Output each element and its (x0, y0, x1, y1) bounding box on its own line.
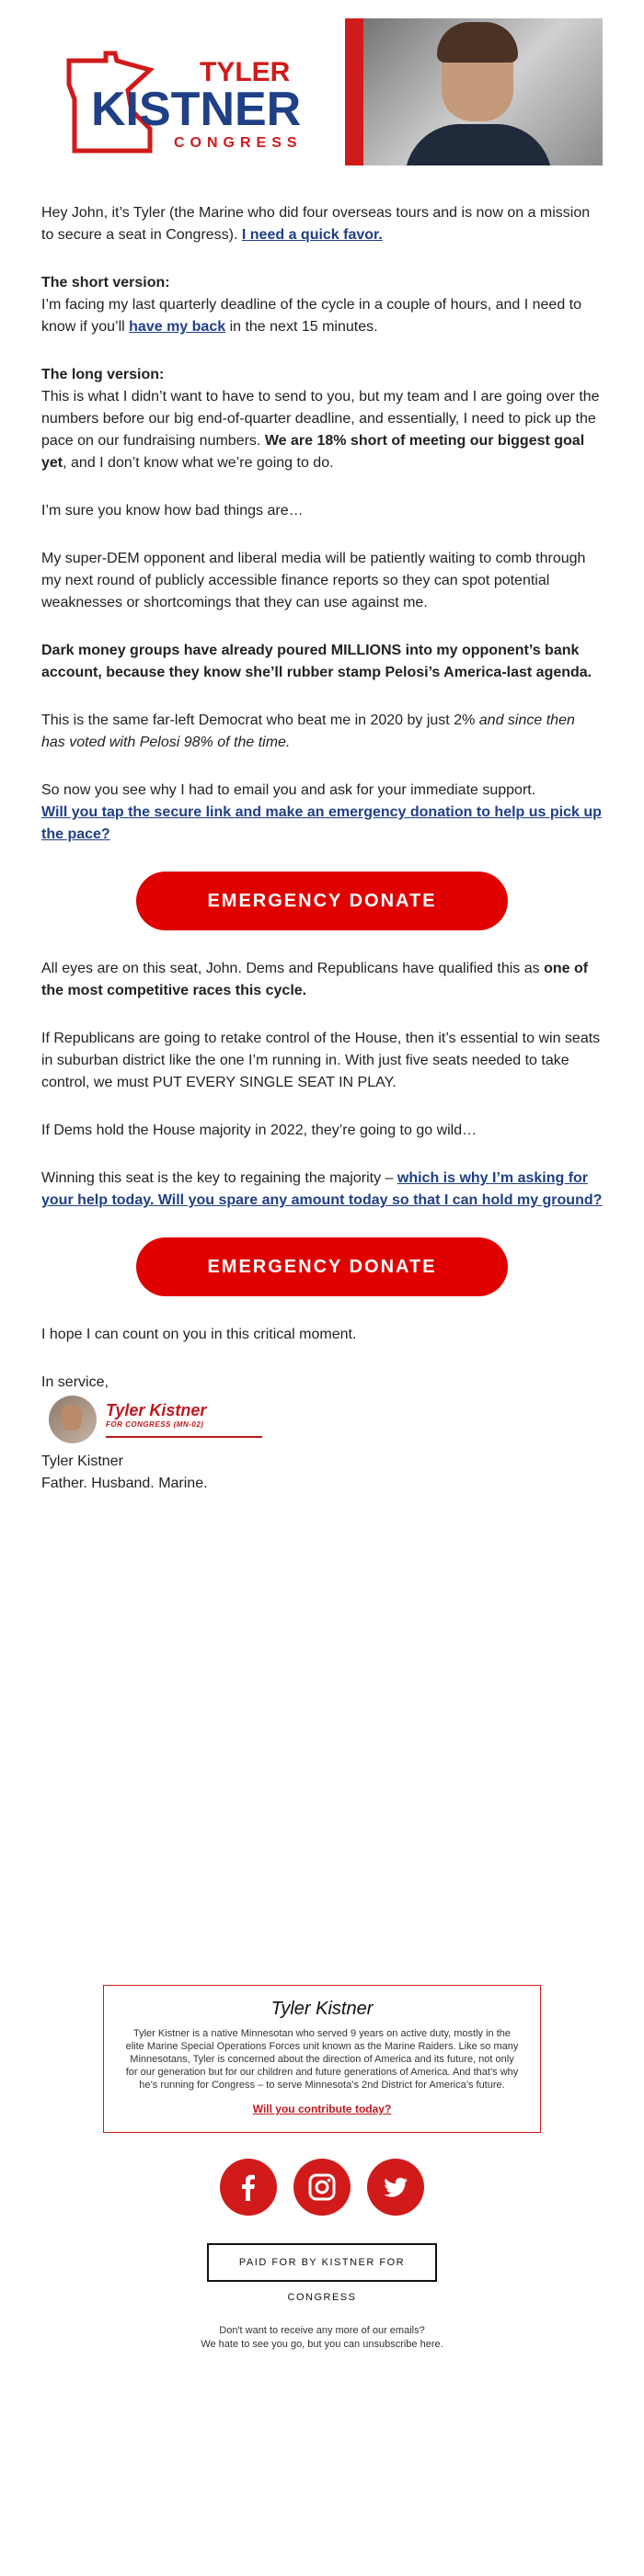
hope-paragraph: I hope I can count on you in this critical moment. (41, 1327, 357, 1342)
bio-box (103, 1985, 541, 2133)
long-version-heading: The long version: (41, 367, 165, 382)
bio-text: Tyler Kistner is a native Minnesotan who served 9 years on active duty, mostly in the elite Marine Special Operations Forces unit known as the Marine Raiders. Like so many Minnesotans, Tyler is concerned about the direction of America and its future, not only for our generation but for our children and future generations of America. And that’s why he’s running for Congress – to serve Minnesota’s 2nd District for America’s future. (125, 2028, 519, 2091)
greeting-paragraph: Hey John, it’s Tyler (the Marine who did four overseas tours and is now on a mission to secure a seat in Congress). I need a quick favor. (41, 205, 591, 243)
have-my-back-link[interactable]: have my back (129, 319, 226, 335)
signature-block (41, 1396, 603, 1443)
header (41, 18, 603, 175)
footer-line-1: Don't want to receive any more of our emails? (219, 2325, 425, 2336)
bio-name: Tyler Kistner (270, 1999, 374, 2019)
all-eyes-paragraph: All eyes are on this seat, John. Dems and Republicans have qualified this as one of the most competitive races this cycle. (41, 961, 589, 998)
logo-sub: CONGRESS (174, 135, 303, 151)
candidate-photo (345, 18, 603, 165)
retake-paragraph: If Republicans are going to retake control of the House, then it’s essential to win seats in suburban district like the one I’m running in. With just five seats needed to take control, we must PUT EVERY SINGLE SEAT IN PLAY. (41, 1031, 601, 1090)
twitter-icon[interactable] (367, 2159, 424, 2216)
paid-for-disclaimer: PAID FOR BY KISTNER FOR CONGRESS (207, 2243, 437, 2282)
signature-subtitle: FOR CONGRESS (MN-02) (106, 1420, 204, 1429)
unsubscribe-footer (41, 2324, 603, 2352)
quick-favor-link[interactable]: I need a quick favor. (241, 227, 383, 243)
spare-any-amount-link[interactable]: which is why I’m asking for your help today. Will you spare any amount today so that I can hold my ground? (41, 1170, 603, 1208)
short-version-heading: The short version: (41, 275, 170, 291)
so-now-paragraph: So now you see why I had to email you and ask for your immediate support. Will you tap the secure link and make an emergency donation to help us pick up the pace? (41, 782, 602, 842)
campaign-logo (62, 33, 338, 162)
emergency-donate-button-2[interactable]: EMERGENCY DONATE (136, 1237, 508, 1296)
logo-first-name: TYLER (200, 57, 291, 87)
facebook-icon[interactable] (220, 2159, 277, 2216)
sure-paragraph: I’m sure you know how bad things are… (41, 503, 304, 519)
signature-name: Tyler Kistner (106, 1401, 207, 1419)
signoff-tagline: Father. Husband. Marine. (41, 1476, 208, 1491)
short-version-paragraph: The short version: I’m facing my last quarterly deadline of the cycle in a couple of hours, and I need to know if you’ll have my back in the next 15 minutes. (41, 275, 581, 335)
dems-paragraph: If Dems hold the House majority in 2022, they’re going to go wild… (41, 1123, 477, 1138)
same-democrat-paragraph: This is the same far-left Democrat who beat me in 2020 by just 2% and since then has voted with Pelosi 98% of the time. (41, 712, 575, 750)
signoff (41, 1451, 603, 1495)
instagram-icon[interactable] (293, 2159, 351, 2216)
emergency-donation-link[interactable]: Will you tap the secure link and make an emergency donation to help us pick up the pace? (41, 804, 602, 842)
unsubscribe-link[interactable]: We hate to see you go, but you can unsubscribe here. (201, 2339, 443, 2350)
signoff-name: Tyler Kistner (41, 1453, 123, 1469)
emergency-donate-button[interactable]: EMERGENCY DONATE (136, 872, 508, 930)
logo-last-name: KISTNER (91, 83, 302, 136)
contribute-link[interactable]: Will you contribute today? (252, 2103, 392, 2115)
dark-money-paragraph: Dark money groups have already poured MILLIONS into my opponent’s bank account, because they know she’ll rubber stamp Pelosi’s America-last agenda. (41, 643, 592, 680)
avatar (49, 1396, 97, 1443)
social-links (41, 2159, 603, 2216)
opponent-paragraph: My super-DEM opponent and liberal media will be patiently waiting to comb through my next round of publicly accessible finance reports so they can spot potential weaknesses or shortcomings that they can use against me. (41, 551, 586, 610)
winning-paragraph: Winning this seat is the key to regaining the majority – which is why I’m asking for your help today. Will you spare any amount today so that I can hold my ground? (41, 1170, 603, 1208)
in-service-text: In service, (41, 1374, 109, 1390)
long-version-paragraph: The long version: This is what I didn’t want to have to send to you, but my team and I are going over the numbers before our big end-of-quarter deadline, and essentially, I need to pick up the pace on our fundraising numbers. We are 18% short of meeting our biggest goal yet, and I don’t know what we’re going to do. (41, 367, 600, 471)
email-body (41, 18, 603, 2352)
